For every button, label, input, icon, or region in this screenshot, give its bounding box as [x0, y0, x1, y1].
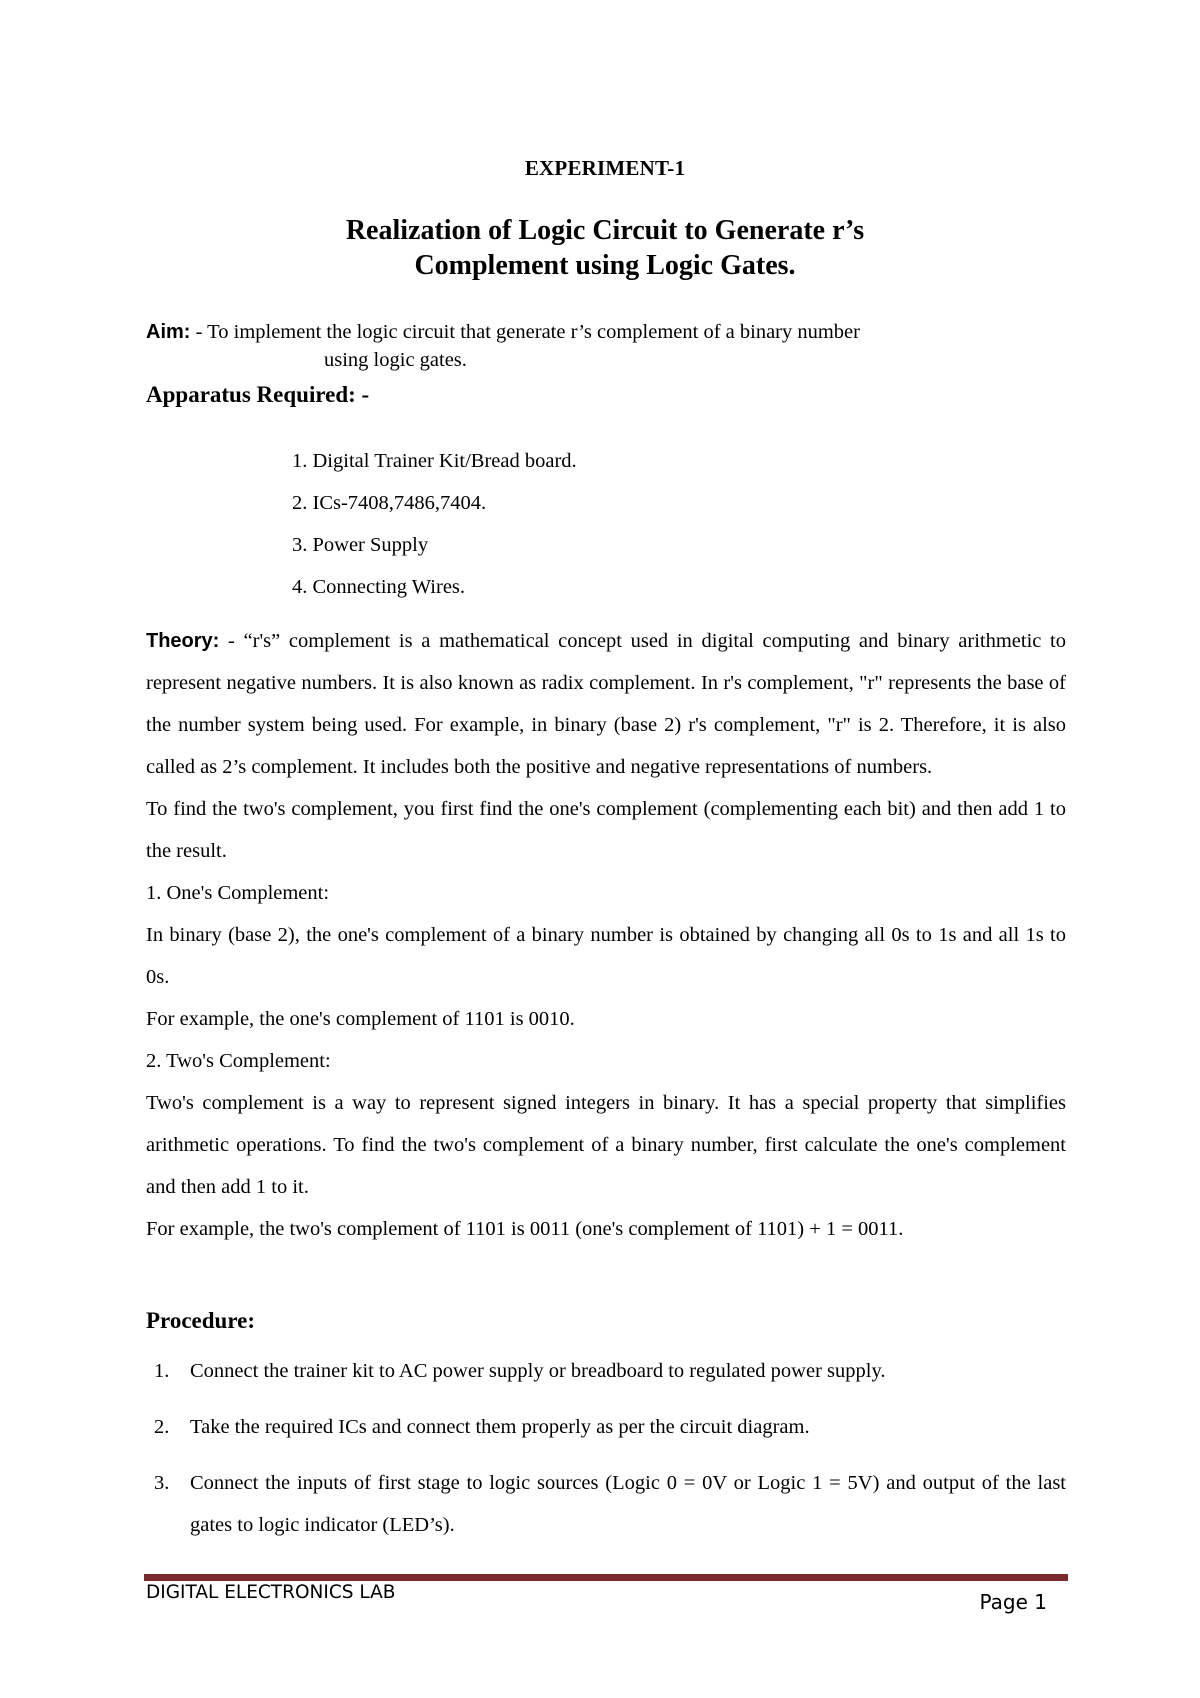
list-item: 3. Power Supply: [292, 534, 429, 556]
apparatus-heading: Apparatus Required: -: [146, 382, 370, 407]
twos-complement-heading: 2. Two's Complement:: [146, 1050, 331, 1072]
step-text: Connect the trainer kit to AC power supply or breadboard to regulated power supply.: [190, 1360, 886, 1382]
twos-complement-example: For example, the two's complement of 1101 is 0011 (one's complement of 1101) + 1 = 0011.: [146, 1218, 904, 1240]
step-text: Connect the inputs of first stage to logic sources (Logic 0 = 0V or Logic 1 = 5V) and output of the last gates to logic indicator (LED’s).: [190, 1472, 1066, 1536]
theory-label: Theory:: [146, 630, 220, 652]
ones-complement-text: In binary (base 2), the one's complement of a binary number is obtained by changing all 0s to 1s and all 1s to 0s.: [146, 924, 1066, 988]
theory-intro: [146, 620, 1066, 788]
footer-lab-name: DIGITAL ELECTRONICS LAB: [146, 1582, 396, 1603]
ones-complement-heading: 1. One's Complement:: [146, 882, 330, 904]
step-number: 2.: [154, 1416, 170, 1438]
aim-section: [146, 318, 1066, 374]
aim-label: Aim:: [146, 321, 191, 343]
apparatus-list: [292, 446, 577, 614]
list-item: 1. Digital Trainer Kit/Bread board.: [292, 450, 577, 472]
aim-text-line-1: - To implement the logic circuit that generate r’s complement of a binary number: [190, 321, 860, 343]
step-text: Take the required ICs and connect them properly as per the circuit diagram.: [190, 1416, 810, 1438]
procedure-heading: Procedure:: [146, 1308, 256, 1333]
ones-complement-example: For example, the one's complement of 1101 is 0010.: [146, 1008, 575, 1030]
procedure-list: [146, 1350, 1066, 1560]
twos-complement-text: Two's complement is a way to represent signed integers in binary. It has a special property that simplifies arithmetic operations. To find the two's complement of a binary number, first calculate the one's complement and then add 1 to it.: [146, 1092, 1066, 1198]
list-item: 4. Connecting Wires.: [292, 576, 466, 598]
step-number: 3.: [154, 1472, 170, 1494]
title-line-2: Complement using Logic Gates.: [414, 250, 796, 281]
list-item: [146, 1350, 1066, 1392]
aim-text-line-2: using logic gates.: [324, 349, 467, 371]
theory-method: To find the two's complement, you first find the one's complement (complementing each bit) and then add 1 to the result.: [146, 798, 1066, 862]
experiment-number: EXPERIMENT-1: [524, 156, 686, 180]
list-item: 2. ICs-7408,7486,7404.: [292, 492, 487, 514]
list-item: [146, 1462, 1066, 1546]
theory-section: [146, 620, 1066, 1250]
page-number: Page 1: [979, 1590, 1047, 1614]
step-number: 1.: [154, 1360, 170, 1382]
list-item: [146, 1406, 1066, 1448]
footer-divider: [144, 1574, 1068, 1581]
title-line-1: Realization of Logic Circuit to Generate r’s: [345, 215, 865, 246]
page-title: [0, 213, 1200, 283]
theory-intro-text: - “r's” complement is a mathematical concept used in digital computing and binary arithmetic to represent negative numbers. It is also known as radix complement. In r's complement, "r" represents the base of the number system being used. For example, in binary (base 2) r's complement, "r" is 2. Therefore, it is also called as 2’s complement. It includes both the positive and negative representations of numbers.: [146, 630, 1066, 778]
